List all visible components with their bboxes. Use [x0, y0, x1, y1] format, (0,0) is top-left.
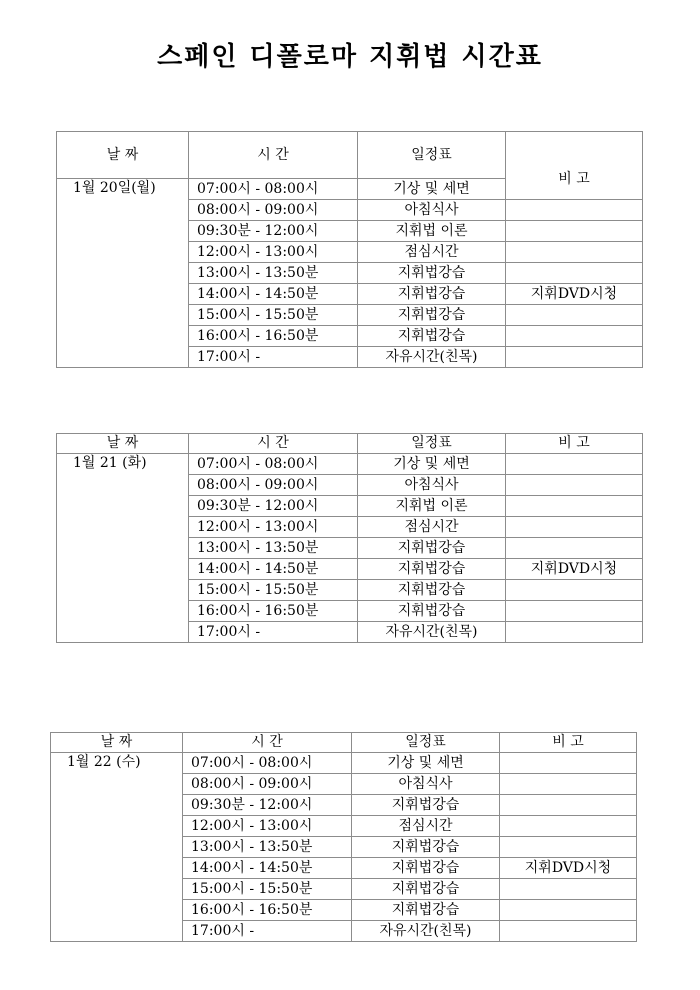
time-cell: 16:00시 - 16:50분 [189, 601, 358, 622]
schedule-cell: 지휘법강습 [358, 263, 506, 284]
header-note: 비 고 [506, 132, 643, 200]
schedule-cell: 지휘법강습 [358, 538, 506, 559]
schedule-table-day3 [50, 732, 637, 942]
time-cell: 17:00시 - [189, 622, 358, 643]
time-cell: 13:00시 - 13:50분 [183, 837, 352, 858]
header-time: 시 간 [189, 434, 358, 454]
date-cell: 1월 22 (수) [51, 753, 183, 942]
time-cell: 13:00시 - 13:50분 [189, 263, 358, 284]
note-cell: 지휘DVD시청 [506, 559, 643, 580]
page-title: 스페인 디폴로마 지휘법 시간표 [157, 42, 543, 72]
time-cell: 17:00시 - [189, 347, 358, 368]
note-cell [500, 795, 637, 816]
schedule-cell: 자유시간(친목) [358, 347, 506, 368]
time-cell: 16:00시 - 16:50분 [183, 900, 352, 921]
note-cell [500, 753, 637, 774]
schedule-cell: 지휘법강습 [358, 601, 506, 622]
note-cell [506, 622, 643, 643]
time-cell: 12:00시 - 13:00시 [189, 517, 358, 538]
schedule-cell: 기상 및 세면 [358, 179, 506, 200]
note-cell [506, 326, 643, 347]
note-cell [506, 496, 643, 517]
time-cell: 08:00시 - 09:00시 [183, 774, 352, 795]
header-schedule: 일정표 [358, 434, 506, 454]
time-cell: 12:00시 - 13:00시 [189, 242, 358, 263]
time-cell: 17:00시 - [183, 921, 352, 942]
note-cell [506, 601, 643, 622]
note-cell [500, 879, 637, 900]
note-cell: 지휘DVD시청 [506, 284, 643, 305]
schedule-cell: 지휘법강습 [352, 795, 500, 816]
schedule-cell: 점심시간 [352, 816, 500, 837]
table-header-row [57, 434, 643, 454]
table-row [51, 753, 637, 774]
note-cell [506, 454, 643, 475]
schedule-cell: 아침식사 [358, 475, 506, 496]
time-cell: 09:30분 - 12:00시 [189, 221, 358, 242]
note-cell [506, 538, 643, 559]
schedule-cell: 지휘법강습 [352, 879, 500, 900]
note-cell [506, 475, 643, 496]
time-cell: 14:00시 - 14:50분 [183, 858, 352, 879]
note-cell [506, 263, 643, 284]
time-cell: 16:00시 - 16:50분 [189, 326, 358, 347]
schedule-cell: 지휘법 이론 [358, 496, 506, 517]
schedule-cell: 점심시간 [358, 517, 506, 538]
time-cell: 15:00시 - 15:50분 [189, 580, 358, 601]
time-cell: 07:00시 - 08:00시 [189, 179, 358, 200]
note-cell [506, 305, 643, 326]
note-cell [500, 900, 637, 921]
note-cell [500, 921, 637, 942]
header-time: 시 간 [183, 733, 352, 753]
note-cell [506, 580, 643, 601]
header-time: 시 간 [189, 132, 358, 179]
header-note: 비 고 [500, 733, 637, 753]
header-schedule: 일정표 [358, 132, 506, 179]
note-cell [506, 242, 643, 263]
note-cell [506, 517, 643, 538]
schedule-table-day1 [56, 131, 643, 368]
schedule-cell: 아침식사 [358, 200, 506, 221]
schedule-cell: 지휘법강습 [358, 559, 506, 580]
table-header-row [57, 132, 643, 179]
schedule-cell: 자유시간(친목) [358, 622, 506, 643]
schedule-cell: 지휘법 이론 [358, 221, 506, 242]
table-header-row [51, 733, 637, 753]
time-cell: 15:00시 - 15:50분 [189, 305, 358, 326]
schedule-table-day2 [56, 433, 643, 643]
schedule-cell: 지휘법강습 [358, 580, 506, 601]
date-cell: 1월 20일(월) [57, 179, 189, 368]
schedule-cell: 지휘법강습 [352, 837, 500, 858]
schedule-cell: 기상 및 세면 [352, 753, 500, 774]
note-cell [500, 837, 637, 858]
note-cell: 지휘DVD시청 [500, 858, 637, 879]
time-cell: 09:30분 - 12:00시 [189, 496, 358, 517]
time-cell: 15:00시 - 15:50분 [183, 879, 352, 900]
time-cell: 07:00시 - 08:00시 [189, 454, 358, 475]
schedule-cell: 점심시간 [358, 242, 506, 263]
note-cell [500, 774, 637, 795]
header-schedule: 일정표 [352, 733, 500, 753]
schedule-cell: 기상 및 세면 [358, 454, 506, 475]
time-cell: 13:00시 - 13:50분 [189, 538, 358, 559]
note-cell [500, 816, 637, 837]
time-cell: 14:00시 - 14:50분 [189, 284, 358, 305]
note-cell [506, 347, 643, 368]
header-date: 날 짜 [51, 733, 183, 753]
time-cell: 14:00시 - 14:50분 [189, 559, 358, 580]
schedule-cell: 아침식사 [352, 774, 500, 795]
schedule-cell: 지휘법강습 [352, 858, 500, 879]
note-cell [506, 200, 643, 221]
note-cell [506, 221, 643, 242]
schedule-cell: 지휘법강습 [358, 284, 506, 305]
schedule-cell: 자유시간(친목) [352, 921, 500, 942]
table-row [57, 454, 643, 475]
time-cell: 08:00시 - 09:00시 [189, 200, 358, 221]
date-cell: 1월 21 (화) [57, 454, 189, 643]
time-cell: 07:00시 - 08:00시 [183, 753, 352, 774]
time-cell: 12:00시 - 13:00시 [183, 816, 352, 837]
schedule-cell: 지휘법강습 [352, 900, 500, 921]
header-date: 날 짜 [57, 434, 189, 454]
schedule-cell: 지휘법강습 [358, 326, 506, 347]
header-date: 날 짜 [57, 132, 189, 179]
time-cell: 08:00시 - 09:00시 [189, 475, 358, 496]
schedule-cell: 지휘법강습 [358, 305, 506, 326]
time-cell: 09:30분 - 12:00시 [183, 795, 352, 816]
header-note: 비 고 [506, 434, 643, 454]
